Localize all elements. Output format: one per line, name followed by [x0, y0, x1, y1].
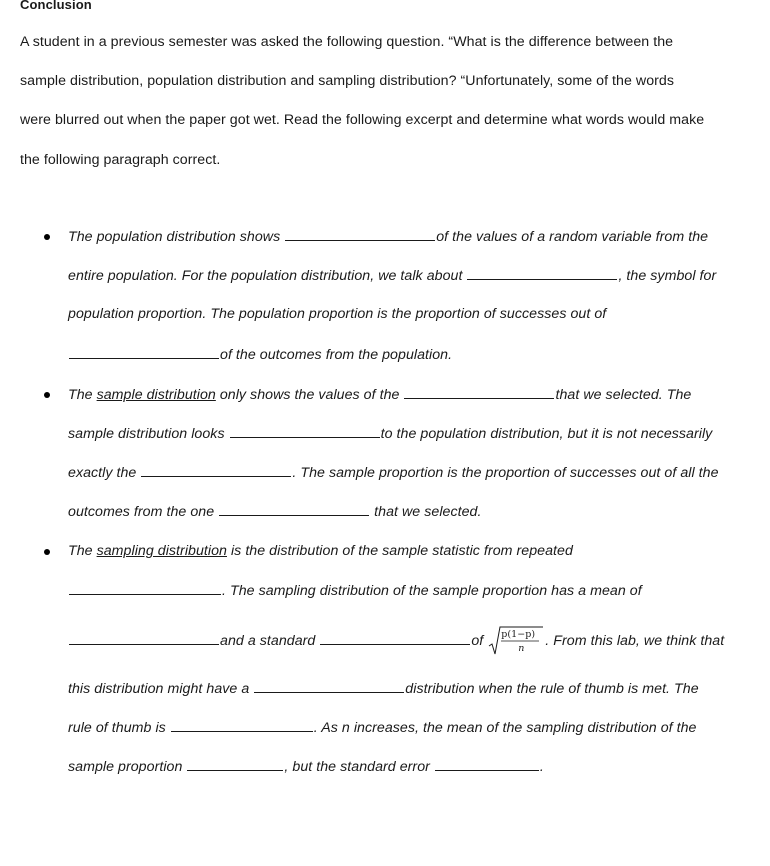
b3-line-2 — [68, 582, 642, 599]
b3-text-3c: . From this lab, we think that — [545, 632, 725, 649]
intro-line-2: sample distribution, population distribution and sampling distribution? “Unfortunately, some of the words — [20, 73, 675, 89]
b3-line-3 — [68, 624, 724, 658]
b2-text-4a: outcomes from the one — [68, 504, 219, 520]
answer-blank-3[interactable] — [69, 346, 219, 359]
b3-line-5 — [68, 719, 697, 736]
formula-numerator: p(1−p) — [501, 629, 536, 640]
bullet-2 — [44, 392, 50, 398]
b3-text-4a: this distribution might have a — [68, 681, 254, 697]
b2-text-1a: The — [68, 387, 97, 403]
b2-line-1 — [68, 386, 691, 403]
answer-blank-8[interactable] — [69, 582, 221, 595]
b1-line-1 — [68, 228, 708, 245]
b1-line-3: population proportion. The population proportion is the proportion of successes out of — [68, 306, 607, 322]
b3-text-3a: and a standard — [220, 632, 320, 649]
b1-line-2 — [68, 267, 716, 284]
answer-blank-2[interactable] — [467, 267, 617, 280]
b1-line-4 — [68, 346, 452, 363]
answer-blank-12[interactable] — [171, 719, 313, 732]
standard-error-formula — [488, 624, 544, 658]
b2-text-2b: to the population distribution, but it is not necessarily — [380, 426, 713, 442]
formula-denominator: n — [518, 643, 525, 654]
b3-text-4b: distribution when the rule of thumb is met. The — [405, 681, 699, 697]
b3-text-1a: The — [68, 543, 97, 559]
b2-line-2 — [68, 425, 712, 442]
b3-text-6c: . — [539, 759, 544, 775]
b1-text-1a: The population distribution shows — [68, 229, 285, 245]
b3-term-sampling-distribution: sampling distribution — [96, 543, 227, 559]
b1-text-4: of the outcomes from the population. — [220, 347, 453, 363]
b3-text-6b: , but the standard error — [284, 759, 434, 775]
intro-line-3: were blurred out when the paper got wet. Read the following excerpt and determine what words would make — [20, 112, 705, 128]
b1-text-1b: of the values of a random variable from the — [436, 229, 709, 245]
bullet-1 — [44, 234, 50, 240]
b2-text-4b: that we selected. — [370, 504, 482, 520]
b2-text-3a: exactly the — [68, 465, 141, 481]
b2-line-4 — [68, 503, 481, 520]
answer-blank-11[interactable] — [254, 680, 404, 693]
answer-blank-5[interactable] — [230, 425, 380, 438]
b3-text-2: . The sampling distribution of the sample proportion has a mean of — [222, 583, 642, 599]
answer-blank-10[interactable] — [320, 632, 470, 645]
b2-text-3b: . The sample proportion is the proportion of successes out of all the — [292, 465, 719, 481]
intro-line-1: A student in a previous semester was asked the following question. “What is the difference between the — [20, 34, 674, 50]
answer-blank-4[interactable] — [404, 386, 554, 399]
b2-term-sample-distribution: sample distribution — [96, 387, 216, 403]
answer-blank-1[interactable] — [285, 228, 435, 241]
answer-blank-6[interactable] — [141, 464, 291, 477]
section-heading: Conclusion — [20, 0, 92, 12]
answer-blank-7[interactable] — [219, 503, 369, 516]
b1-text-2a: entire population. For the population distribution, we talk about — [68, 268, 467, 284]
b3-line-1 — [68, 543, 573, 559]
b2-text-1c: that we selected. The — [555, 387, 692, 403]
b2-text-1b: only shows the values of the — [215, 387, 404, 403]
b3-line-4 — [68, 680, 699, 697]
b2-text-2a: sample distribution looks — [68, 426, 229, 442]
b3-text-3b: of — [471, 632, 488, 649]
bullet-3 — [44, 549, 50, 555]
b2-line-3 — [68, 464, 719, 481]
b1-text-2b: , the symbol for — [618, 268, 717, 284]
b3-line-6 — [68, 758, 544, 775]
b3-text-5a: rule of thumb is — [68, 720, 170, 736]
b3-text-6a: sample proportion — [68, 759, 187, 775]
answer-blank-9[interactable] — [69, 632, 219, 645]
b3-text-5b: . As n increases, the mean of the sampling distribution of the — [313, 720, 697, 736]
answer-blank-14[interactable] — [435, 758, 539, 771]
b3-text-1b: is the distribution of the sample statistic from repeated — [226, 543, 573, 559]
answer-blank-13[interactable] — [187, 758, 283, 771]
intro-line-4: the following paragraph correct. — [20, 152, 221, 168]
